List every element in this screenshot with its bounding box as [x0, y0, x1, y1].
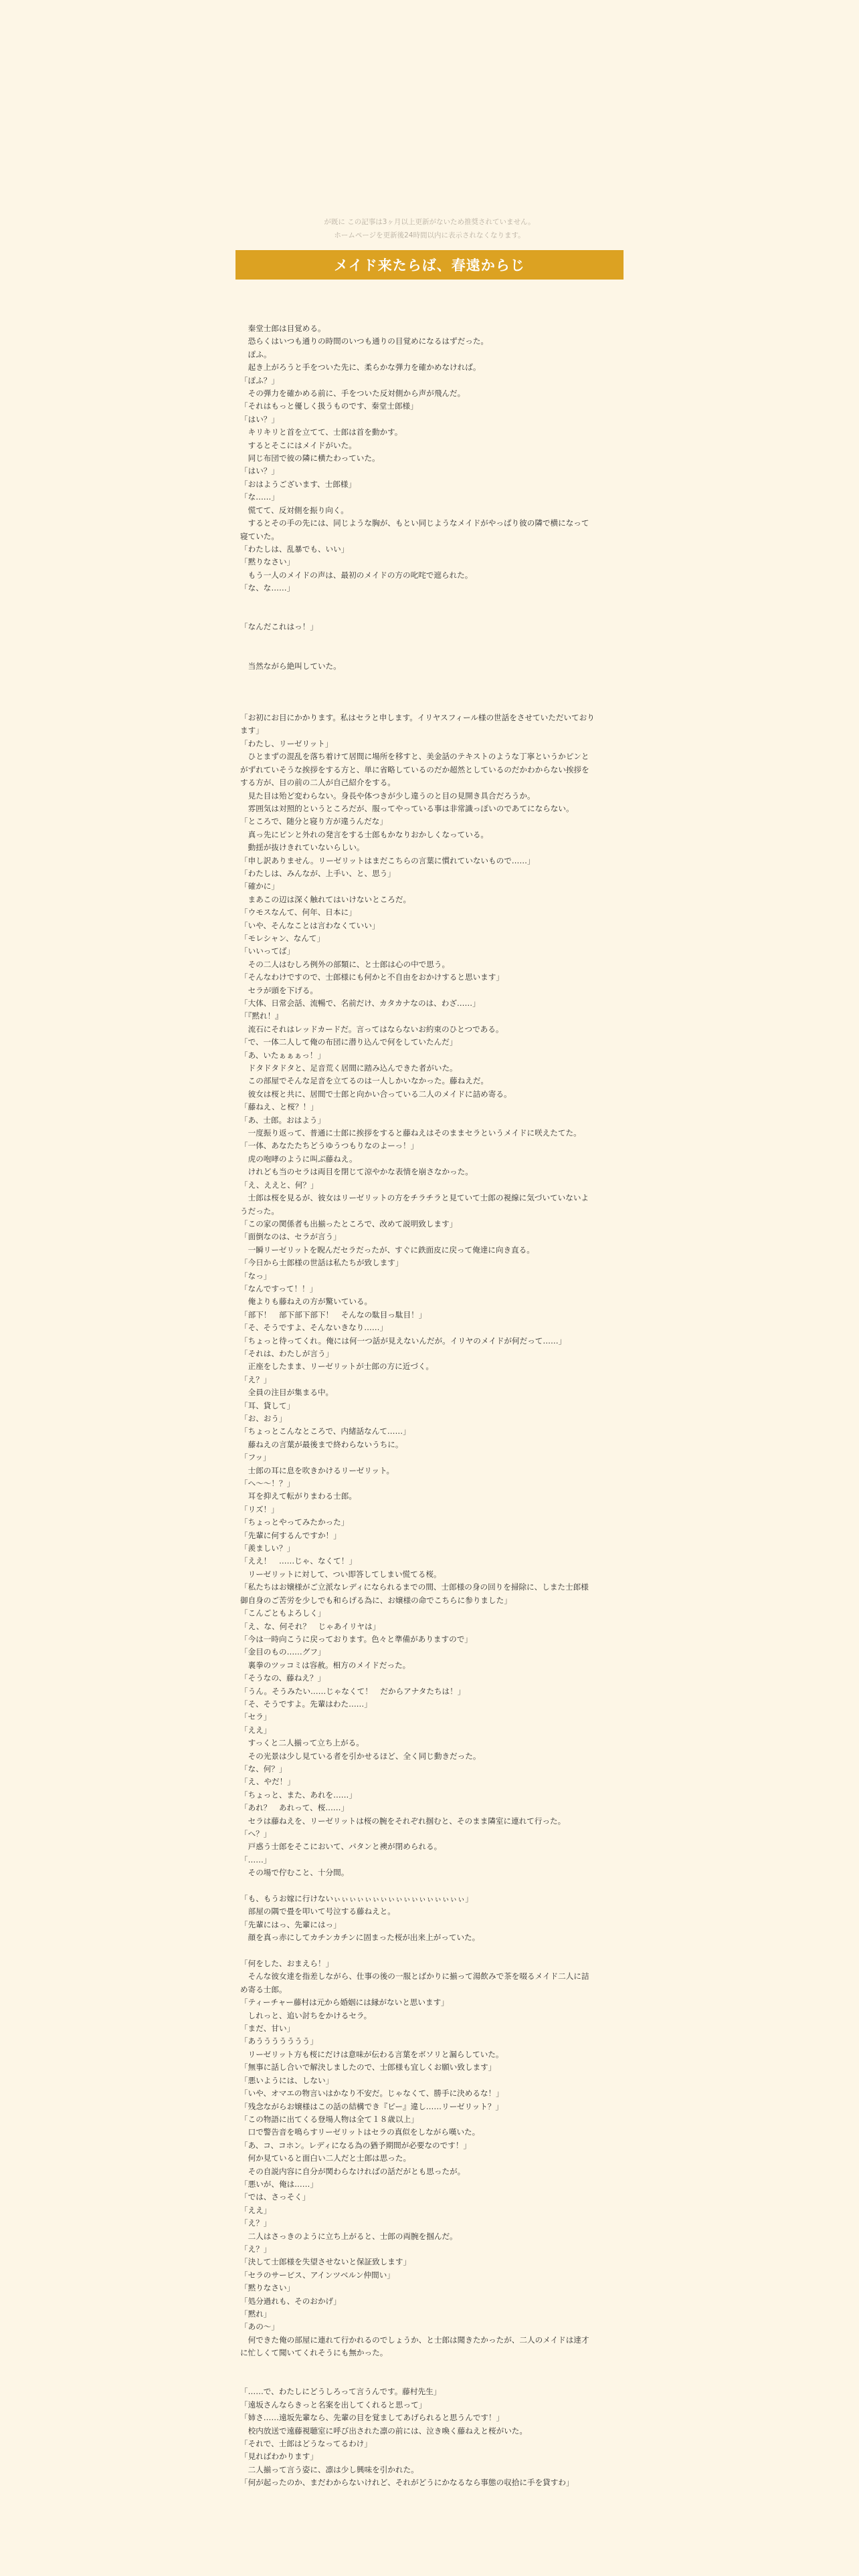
- paragraph: 「一体、あなたたちどうゆうつもりなのよーっ！」: [240, 1141, 419, 1151]
- paragraph: 「決して士郎様を失望させないと保証致します」: [240, 2257, 411, 2267]
- paragraph: 「黙りなさい」: [240, 557, 295, 567]
- paragraph: 「セラ」: [240, 1712, 272, 1722]
- paragraph: 「ところで、随分と寝り方が違うんだな」: [240, 817, 387, 827]
- paragraph: 「お、おう」: [240, 1414, 287, 1424]
- paragraph: 「大体、日常会話、流暢で、名前だけ、カタカナなのは、わざ……」: [240, 998, 480, 1008]
- paragraph: 「それはもっと優しく扱うものです、秦堂士郎様」: [240, 401, 418, 411]
- paragraph: その二人はむしろ例外の部類に、と士郎は心の中で思う。: [240, 959, 450, 969]
- page-title: メイド来たらば、春遠からじ: [334, 257, 525, 274]
- paragraph: リーゼリット方も桜にだけは意味が伝わる言葉をボソリと漏らしていた。: [240, 2049, 504, 2059]
- paragraph-spacer: [240, 2373, 596, 2385]
- paragraph: 「あ、士郎。おはよう」: [240, 1115, 326, 1125]
- paragraph: 「何が起ったのか、まだわからないけれど、それがどうにかなるなら事態の収拾に手を貸すわ」: [240, 2478, 574, 2488]
- paragraph: 「ちょっと、また、あれを……」: [240, 1790, 357, 1800]
- paragraph: 「モレシャン、なんて」: [240, 933, 325, 943]
- paragraph: 顔を真っ赤にしてカチンカチンに固まった桜が出来上がっていた。: [240, 1933, 480, 1943]
- paragraph: 「こんごともよろしく」: [240, 1608, 326, 1618]
- paragraph: 「そうなの、藤ねえ？」: [240, 1673, 326, 1683]
- paragraph: 「も、もうお嫁に行けないぃぃぃぃぃぃぃぃぃぃぃぃぃぃぃぃぃ」: [240, 1894, 473, 1904]
- paragraph: 「リズ！」: [240, 1504, 279, 1514]
- paragraph: 「いいってば」: [240, 946, 295, 956]
- paragraph: その弾力を確かめる前に、手をついた反対側から声が飛んだ。: [240, 389, 466, 399]
- paragraph: 「なんですって！！」: [240, 1283, 318, 1293]
- paragraph: 「黙れ」: [240, 2309, 272, 2319]
- paragraph: 「え？」: [240, 2244, 272, 2254]
- paragraph: 「あ、いたぁぁぁっ！」: [240, 1050, 326, 1060]
- paragraph: 「この家の関係者も出揃ったところで、改めて説明致します」: [240, 1218, 458, 1228]
- paragraph: 「あううううううう」: [240, 2036, 318, 2046]
- paragraph: その自説内容に自分が関わらなければの話だがとも思ったが。: [240, 2166, 466, 2176]
- paragraph: セラは藤ねえを、リーゼリットは桜の腕をそれぞれ掴むと、そのまま隣室に連れて行った。: [240, 1816, 566, 1826]
- paragraph: 「フッ」: [240, 1453, 271, 1463]
- paragraph: 「ウモスなんて、何年、日本に」: [240, 907, 357, 918]
- paragraph: ドタドタドタと、足音荒く居間に踏み込んできた者がいた。: [240, 1063, 458, 1073]
- paragraph: 「なんだこれはっ！」: [240, 622, 318, 632]
- paragraph-spacer: [240, 1880, 596, 1893]
- paragraph: 「セラのサービス、アインツベルン仲間い」: [240, 2270, 395, 2280]
- paragraph: 校内放送で遠藤視聴室に呼び出された凛の前には、泣き喚く藤ねえと桜がいた。: [240, 2426, 527, 2436]
- paragraph: リーゼリットに対して、つい即答してしまい慌てる桜。: [240, 1569, 442, 1579]
- paragraph: 「いや、そんなことは言わなくていい」: [240, 920, 380, 930]
- paragraph: 二人揃って言う姿に、凛は少し興味を引かれた。: [240, 2464, 419, 2474]
- paragraph: 当然ながら絶叫していた。: [240, 661, 341, 671]
- paragraph-spacer: [240, 608, 596, 621]
- paragraph: 「え、ええと、何？」: [240, 1180, 318, 1190]
- paragraph: 「ええ！ ……じゃ、なくて！」: [240, 1556, 357, 1566]
- paragraph: 何できた俺の部屋に連れて行かれるのでしょうか、と士郎は聞きたかったが、二人のメイドは達才に忙しくて聞いてくれそうにも無かった。: [240, 2335, 589, 2358]
- paragraph: 何か見ていると面白い二人だと士郎は思った。: [240, 2153, 411, 2163]
- paragraph: 「先輩にはっ、先輩にはっ」: [240, 1919, 341, 1929]
- paragraph: 「へ〜〜！？」: [240, 1479, 295, 1489]
- paragraph-spacer: [240, 673, 596, 685]
- paragraph: 部屋の隅で畳を叩いて号泣する藤ねえと。: [240, 1907, 395, 1917]
- paragraph: 「面倒なのは、セラが言う」: [240, 1232, 341, 1242]
- paragraph: 「あ、コ、コホン。レディになる為の猶予期間が必要なのです！」: [240, 2140, 472, 2150]
- paragraph: 「私たちはお嬢様がご立派なレディになられるまでの間、士郎様の身の回りを掃除に、しまた士郎様御自身のご苦労を少しでも和らげる為に、お嬢様の命でこちらに参りました」: [240, 1582, 589, 1605]
- paragraph: 恐らくはいつも通りの時間のいつも通りの目覚めになるはずだった。: [240, 336, 489, 346]
- paragraph: 「悪いが、俺は……」: [240, 2179, 318, 2189]
- paragraph: 「藤ねえ、と桜？！」: [240, 1102, 318, 1112]
- paragraph: セラが頭を下げる。: [240, 985, 318, 995]
- paragraph: 「ええ」: [240, 2205, 272, 2215]
- paragraph: 「ええ」: [240, 1725, 272, 1735]
- paragraph: 「ティーチャー藤村は元から婚姻には縁がないと思います」: [240, 1998, 449, 2008]
- paragraph: 「では、さっそく」: [240, 2192, 310, 2202]
- paragraph: しれっと、追い討ちをかけるセラ。: [240, 2010, 372, 2020]
- paragraph: 耳を抑えて転がりまわる士郎。: [240, 1491, 357, 1501]
- paragraph: 「なっ」: [240, 1271, 272, 1281]
- paragraph: 「ぽふ？」: [240, 375, 279, 385]
- paragraph: ひとまずの混乱を落ち着けて居間に場所を移すと、美金話のテキストのような丁寧というかピンとがずれていそうな挨拶をする方と、単に省略しているのだか超然としているのだかわからない挨拶をする方が、目の前の二人が自己紹介をする。: [240, 752, 589, 788]
- paragraph: 士郎の耳に息を吹きかけるリーゼリット。: [240, 1465, 395, 1475]
- paragraph: 「今は一時向こうに戻っております。色々と準備がありますので」: [240, 1634, 472, 1644]
- paragraph: 「処分過れも、そのおかげ」: [240, 2296, 341, 2306]
- paragraph: ぽふ。: [240, 349, 272, 359]
- paragraph: 「まだ、甘い」: [240, 2024, 295, 2034]
- paragraph: 「金目のもの……グフ」: [240, 1647, 326, 1657]
- paragraph: 士郎は桜を見るが、彼女はリーゼリットの方をチラチラと見ていて士郎の視線に気づいていないようだった。: [240, 1193, 589, 1216]
- paragraph: 見た目は殆ど変わらない。身長や体つきが少し違うのと目の見開き具合だろうか。: [240, 790, 535, 800]
- paragraph: 「え、やだ！」: [240, 1777, 295, 1787]
- paragraph: 起き上がろうと手をついた先に、柔らかな弾力を確かめなければ。: [240, 362, 481, 372]
- title-bar: [235, 250, 624, 280]
- paragraph: 「わたしは、乱暴でも、いい」: [240, 544, 349, 554]
- paragraph: 「黙りなさい」: [240, 2283, 295, 2293]
- paragraph: 「悪いようには、しない」: [240, 2075, 334, 2085]
- paragraph: 「『黙れ！』: [240, 1011, 283, 1021]
- paragraph: 「そ、そうですよ。先輩はわた……」: [240, 1699, 372, 1709]
- paragraph: 「そ、そうですよ、そんないきなり……」: [240, 1323, 388, 1333]
- paragraph: 「いや、オマエの物言いはかなり不安だ。じゃなくて、勝手に決めるな！」: [240, 2088, 504, 2099]
- paragraph: すっくと二人揃って立ち上がる。: [240, 1738, 364, 1748]
- paragraph: するとそこにはメイドがいた。: [240, 440, 357, 450]
- paragraph-spacer: [240, 699, 596, 712]
- paragraph-spacer: [240, 1945, 596, 1957]
- paragraph: 「え？」: [240, 2218, 272, 2228]
- paragraph: 慌てて、反対側を振り向く。: [240, 505, 349, 515]
- paragraph: キリキリと首を立てて、士郎は首を動かす。: [240, 427, 403, 437]
- paragraph: 「申し訳ありません。リーゼリットはまだこちらの言葉に慣れていないもので……」: [240, 855, 535, 865]
- paragraph: 雰囲気は対照的というところだが、服ってやっている事は非常識っぽいのであてにならない。: [240, 803, 574, 813]
- paragraph: 「あれ？ あれって、桜……」: [240, 1803, 349, 1813]
- paragraph: するとその手の先には、同じような胸が、もとい同じようなメイドがやっぱり彼の隣で横になって寝ていた。: [240, 518, 589, 541]
- paragraph: 「はい？」: [240, 414, 279, 424]
- paragraph: けれども当のセラは両目を閉じて涼やかな表情を崩さなかった。: [240, 1167, 473, 1177]
- paragraph: 「ちょっと待ってくれ。俺には何一つ話が見えないんだが。イリヤのメイドが何だって……」: [240, 1335, 567, 1346]
- paragraph: 「部下！ 部下部下部下！ そんなの駄目っ駄目！」: [240, 1309, 427, 1319]
- paragraph: 「そんなわけですので、士郎様にも何かと不自由をおかけすると思います」: [240, 972, 504, 982]
- paragraph: 「うん。そうみたい……じゃなくて！ だからアナタたちは！」: [240, 1686, 466, 1696]
- paragraph: 戸惑う士郎をそこにおいて、パタンと襖が閉められる。: [240, 1842, 442, 1852]
- paragraph: 「へ？」: [240, 1829, 272, 1839]
- story-body: [240, 322, 596, 2490]
- paragraph: 口で警告音を鳴らすリーゼリットはセラの真似をしながら嘆いた。: [240, 2127, 480, 2137]
- paragraph-spacer: [240, 595, 596, 608]
- paragraph: 裏拳のツッコミは容赦。相方のメイドだった。: [240, 1660, 411, 1670]
- notice-line-2: ホームページを更新後24時間以内に表示されなくなります。: [334, 231, 525, 239]
- paragraph: 「残念ながらお嬢様はこの話の結構でき『ピー』違し……リーゼリット？」: [240, 2101, 504, 2111]
- paragraph: 「姉さ……遠坂先輩なら、先輩の目を覚ましてあげられると思うんです！」: [240, 2413, 504, 2423]
- paragraph: 藤ねえの言葉が最後まで終わらないうちに。: [240, 1439, 403, 1449]
- paragraph: 「あの～」: [240, 2322, 279, 2332]
- paragraph-spacer: [240, 634, 596, 647]
- paragraph: 「な……」: [240, 492, 279, 502]
- paragraph: 真っ先にピンと外れの発言をする士郎もかなりおかしくなっている。: [240, 829, 489, 839]
- notice-line-1: が既に この記事は3ヶ月以上更新がないため推奨されていません。: [324, 218, 535, 226]
- paragraph: 「先輩に何するんですか！」: [240, 1530, 341, 1540]
- outdated-notice: [0, 215, 859, 242]
- paragraph: 「え、な、何それ？ じゃあイリヤは」: [240, 1621, 381, 1631]
- paragraph: 「見ればわかります」: [240, 2452, 318, 2462]
- paragraph: 「今日から士郎様の世話は私たちが致します」: [240, 1258, 403, 1268]
- paragraph: 「え？」: [240, 1374, 272, 1384]
- paragraph: そんな彼女達を指差しながら、仕事の後の一服とばかりに揃って湯飲みで茶を啜るメイド二人に詰め寄る士郎。: [240, 1971, 589, 1994]
- paragraph: もう一人のメイドの声は、最初のメイドの方の叱咤で遮られた。: [240, 570, 473, 580]
- paragraph: 「羨ましい？」: [240, 1543, 295, 1553]
- paragraph: 「遠坂さんならきっと名案を出してくれると思って」: [240, 2399, 427, 2409]
- paragraph-spacer: [240, 685, 596, 698]
- paragraph: その場で佇むこと、十分間。: [240, 1868, 349, 1878]
- paragraph: 「ちょっとこんなところで、内緒話なんて……」: [240, 1426, 411, 1436]
- paragraph: 「それは、わたしが言う」: [240, 1348, 334, 1358]
- paragraph: 「何をした、おまえら！」: [240, 1959, 334, 1969]
- paragraph: 「な、何？」: [240, 1763, 287, 1774]
- paragraph: この部屋でそんな足音を立てるのは一人しかいなかった。藤ねえだ。: [240, 1076, 489, 1086]
- paragraph: 「ちょっとやってみたかった」: [240, 1517, 349, 1527]
- paragraph: 「それで、士郎はどうなってるわけ」: [240, 2439, 372, 2449]
- paragraph: まあこの辺は深く触れてはいけないところだ。: [240, 894, 411, 904]
- paragraph: 動揺が抜けきれていないらしい。: [240, 843, 365, 853]
- paragraph: 「わたしは、みんなが、上手い、と、思う」: [240, 868, 395, 878]
- paragraph: 同じ布団で彼の隣に横たわっていた。: [240, 453, 380, 463]
- paragraph-spacer: [240, 647, 596, 659]
- paragraph: 「で、一体二人して俺の布団に潜り込んで何をしていたんだ」: [240, 1037, 458, 1047]
- paragraph: 「お初にお目にかかります。私はセラと申します。イリヤスフィール様の世話をさせていただいております」: [240, 713, 595, 736]
- paragraph: その光景は少し見ている者を引かせるほど、全く同じ動きだった。: [240, 1751, 481, 1761]
- paragraph: 俺よりも藤ねえの方が驚いている。: [240, 1297, 373, 1307]
- paragraph: 二人はさっきのように立ち上がると、士郎の両腕を掴んだ。: [240, 2231, 458, 2241]
- paragraph: 流石にそれはレッドカードだ。言ってはならないお約束のひとつである。: [240, 1024, 504, 1034]
- paragraph: 「おはようございます、士郎様」: [240, 479, 356, 489]
- paragraph: 一瞬リーゼリットを睨んだセラだったが、すぐに鉄面皮に戻って俺達に向き直る。: [240, 1245, 535, 1255]
- paragraph: 「はい？」: [240, 466, 279, 476]
- paragraph: 全員の注目が集まる中。: [240, 1388, 334, 1398]
- paragraph: 彼女は桜と共に、居間で士郎と向かい合っている二人のメイドに詰め寄る。: [240, 1089, 512, 1099]
- paragraph: 「……」: [240, 1854, 272, 1864]
- paragraph: 「……で、わたしにどうしろって言うんです。藤村先生」: [240, 2387, 442, 2397]
- paragraph: 「わたし、リーゼリット」: [240, 738, 333, 748]
- paragraph: 「な、な……」: [240, 583, 295, 593]
- paragraph: 「確かに」: [240, 881, 279, 891]
- paragraph: 「無事に話し合いで解決しましたので、士郎様も宜しくお願い致します」: [240, 2062, 496, 2072]
- paragraph-spacer: [240, 2360, 596, 2373]
- paragraph: 虎の咆哮のように叫ぶ藤ねえ。: [240, 1154, 357, 1164]
- paragraph: 秦堂士郎は目覚める。: [240, 324, 326, 333]
- paragraph: 「この物語に出てくる登場人物は全て１８歳以上」: [240, 2114, 419, 2124]
- paragraph: 一度振り返って、普通に士郎に挨拶をすると藤ねえはそのままセラというメイドに咲えたてた。: [240, 1128, 581, 1138]
- paragraph: 正座をしたまま、リーゼリットが士郎の方に近づく。: [240, 1362, 434, 1372]
- paragraph: 「耳、貸して」: [240, 1400, 295, 1410]
